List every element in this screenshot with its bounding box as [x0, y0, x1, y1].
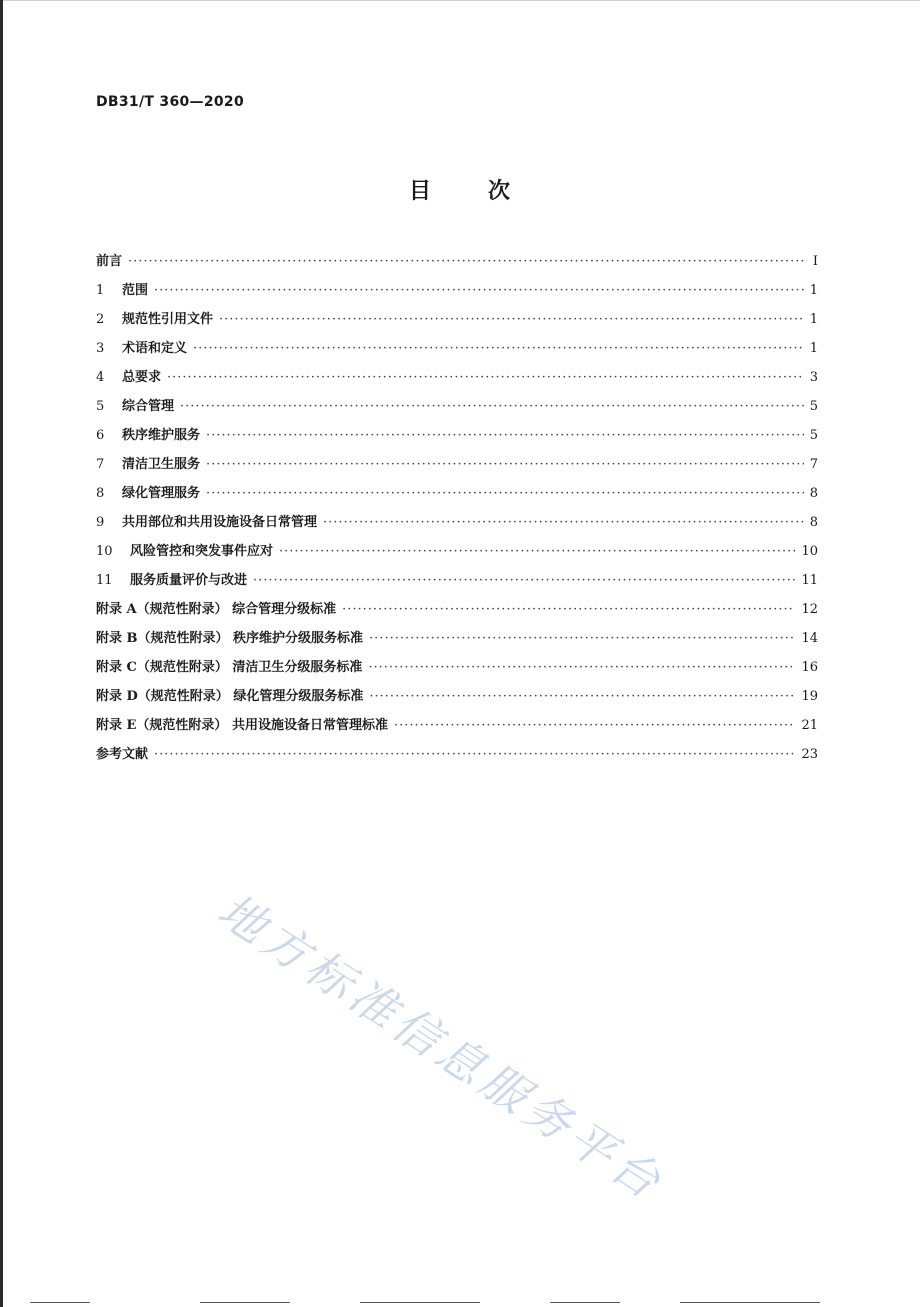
toc-item-page: 3	[809, 370, 818, 385]
toc-item-title: 服务质量评价与改进	[130, 573, 248, 588]
page-title-char-1: 目	[408, 179, 432, 204]
toc-leader-dots	[193, 341, 804, 356]
toc-item-appendix-a[interactable]	[96, 598, 818, 627]
toc-item-number: 11	[96, 573, 113, 588]
toc-item-title: 绿化管理服务	[122, 486, 201, 501]
toc-item-title: 前言	[96, 254, 123, 269]
toc-item-title: 参考文献	[96, 747, 149, 762]
toc-leader-dots	[369, 631, 795, 646]
page-title	[0, 174, 920, 205]
toc-item-page: 21	[801, 718, 818, 733]
toc-item-6[interactable]	[96, 424, 818, 453]
table-of-contents	[96, 250, 818, 772]
toc-item-5[interactable]	[96, 395, 818, 424]
toc-leader-dots	[368, 660, 795, 675]
toc-item-page: 5	[809, 428, 818, 443]
toc-item-title: 共用部位和共用设施设备日常管理	[122, 515, 318, 530]
toc-item-title: 总要求	[122, 370, 162, 385]
toc-item-page: 16	[801, 660, 818, 675]
toc-item-number: 9	[96, 515, 105, 530]
toc-item-title: 附录 E（规范性附录） 共用设施设备日常管理标准	[96, 718, 388, 733]
toc-item-11[interactable]	[96, 569, 818, 598]
toc-leader-dots	[279, 544, 795, 559]
toc-item-title: 综合管理	[122, 399, 175, 414]
toc-item-page: 8	[809, 486, 818, 501]
page-title-char-2: 次	[488, 179, 512, 204]
document-code: DB31/T 360—2020	[96, 94, 244, 110]
toc-item-page: 7	[809, 457, 818, 472]
toc-item-title: 附录 B（规范性附录） 秩序维护分级服务标准	[96, 631, 364, 646]
watermark: 地方标准信息服务平台	[208, 882, 675, 1212]
toc-item-number: 7	[96, 457, 105, 472]
toc-item-8[interactable]	[96, 482, 818, 511]
scan-bottom-marks	[30, 1302, 910, 1304]
toc-leader-dots	[394, 718, 795, 733]
toc-leader-dots	[206, 486, 804, 501]
toc-item-title: 附录 D（规范性附录） 绿化管理分级服务标准	[96, 689, 364, 704]
toc-item-number: 10	[96, 544, 113, 559]
toc-item-title: 风险管控和突发事件应对	[130, 544, 274, 559]
toc-item-appendix-e[interactable]	[96, 714, 818, 743]
toc-item-number: 6	[96, 428, 105, 443]
toc-item-page: 5	[809, 399, 818, 414]
toc-item-page: 11	[801, 573, 818, 588]
toc-item-appendix-c[interactable]	[96, 656, 818, 685]
toc-item-number: 3	[96, 341, 105, 356]
toc-item-references[interactable]	[96, 743, 818, 772]
toc-item-9[interactable]	[96, 511, 818, 540]
toc-leader-dots	[206, 457, 804, 472]
toc-item-page: 23	[801, 747, 818, 762]
toc-item-title: 附录 A（规范性附录） 综合管理分级标准	[96, 602, 337, 617]
toc-item-number: 8	[96, 486, 105, 501]
toc-item-title: 范围	[122, 283, 149, 298]
toc-leader-dots	[154, 283, 804, 298]
toc-item-foreword[interactable]	[96, 250, 818, 279]
toc-item-page: 1	[809, 341, 818, 356]
toc-item-2[interactable]	[96, 308, 818, 337]
toc-item-title: 规范性引用文件	[122, 312, 214, 327]
toc-item-page: 14	[801, 631, 818, 646]
toc-item-page: 8	[809, 515, 818, 530]
toc-item-appendix-d[interactable]	[96, 685, 818, 714]
toc-item-page: 1	[809, 312, 818, 327]
toc-item-number: 2	[96, 312, 105, 327]
toc-item-title: 清洁卫生服务	[122, 457, 201, 472]
toc-item-10[interactable]	[96, 540, 818, 569]
toc-item-number: 1	[96, 283, 105, 298]
toc-leader-dots	[219, 312, 804, 327]
toc-leader-dots	[180, 399, 804, 414]
toc-item-7[interactable]	[96, 453, 818, 482]
toc-leader-dots	[323, 515, 804, 530]
toc-item-page: I	[812, 254, 818, 269]
toc-item-title: 秩序维护服务	[122, 428, 201, 443]
toc-leader-dots	[369, 689, 795, 704]
toc-leader-dots	[167, 370, 804, 385]
toc-item-page: 1	[809, 283, 818, 298]
toc-item-title: 术语和定义	[122, 341, 188, 356]
toc-leader-dots	[342, 602, 795, 617]
toc-item-page: 10	[801, 544, 818, 559]
toc-item-title: 附录 C（规范性附录） 清洁卫生分级服务标准	[96, 660, 363, 675]
page-top-edge	[0, 0, 920, 1]
toc-item-3[interactable]	[96, 337, 818, 366]
toc-leader-dots	[206, 428, 804, 443]
toc-item-number: 5	[96, 399, 105, 414]
toc-leader-dots	[128, 254, 807, 269]
toc-item-number: 4	[96, 370, 105, 385]
toc-item-1[interactable]	[96, 279, 818, 308]
toc-leader-dots	[253, 573, 795, 588]
toc-leader-dots	[154, 747, 795, 762]
toc-item-4[interactable]	[96, 366, 818, 395]
toc-item-page: 19	[801, 689, 818, 704]
toc-item-page: 12	[801, 602, 818, 617]
toc-item-appendix-b[interactable]	[96, 627, 818, 656]
